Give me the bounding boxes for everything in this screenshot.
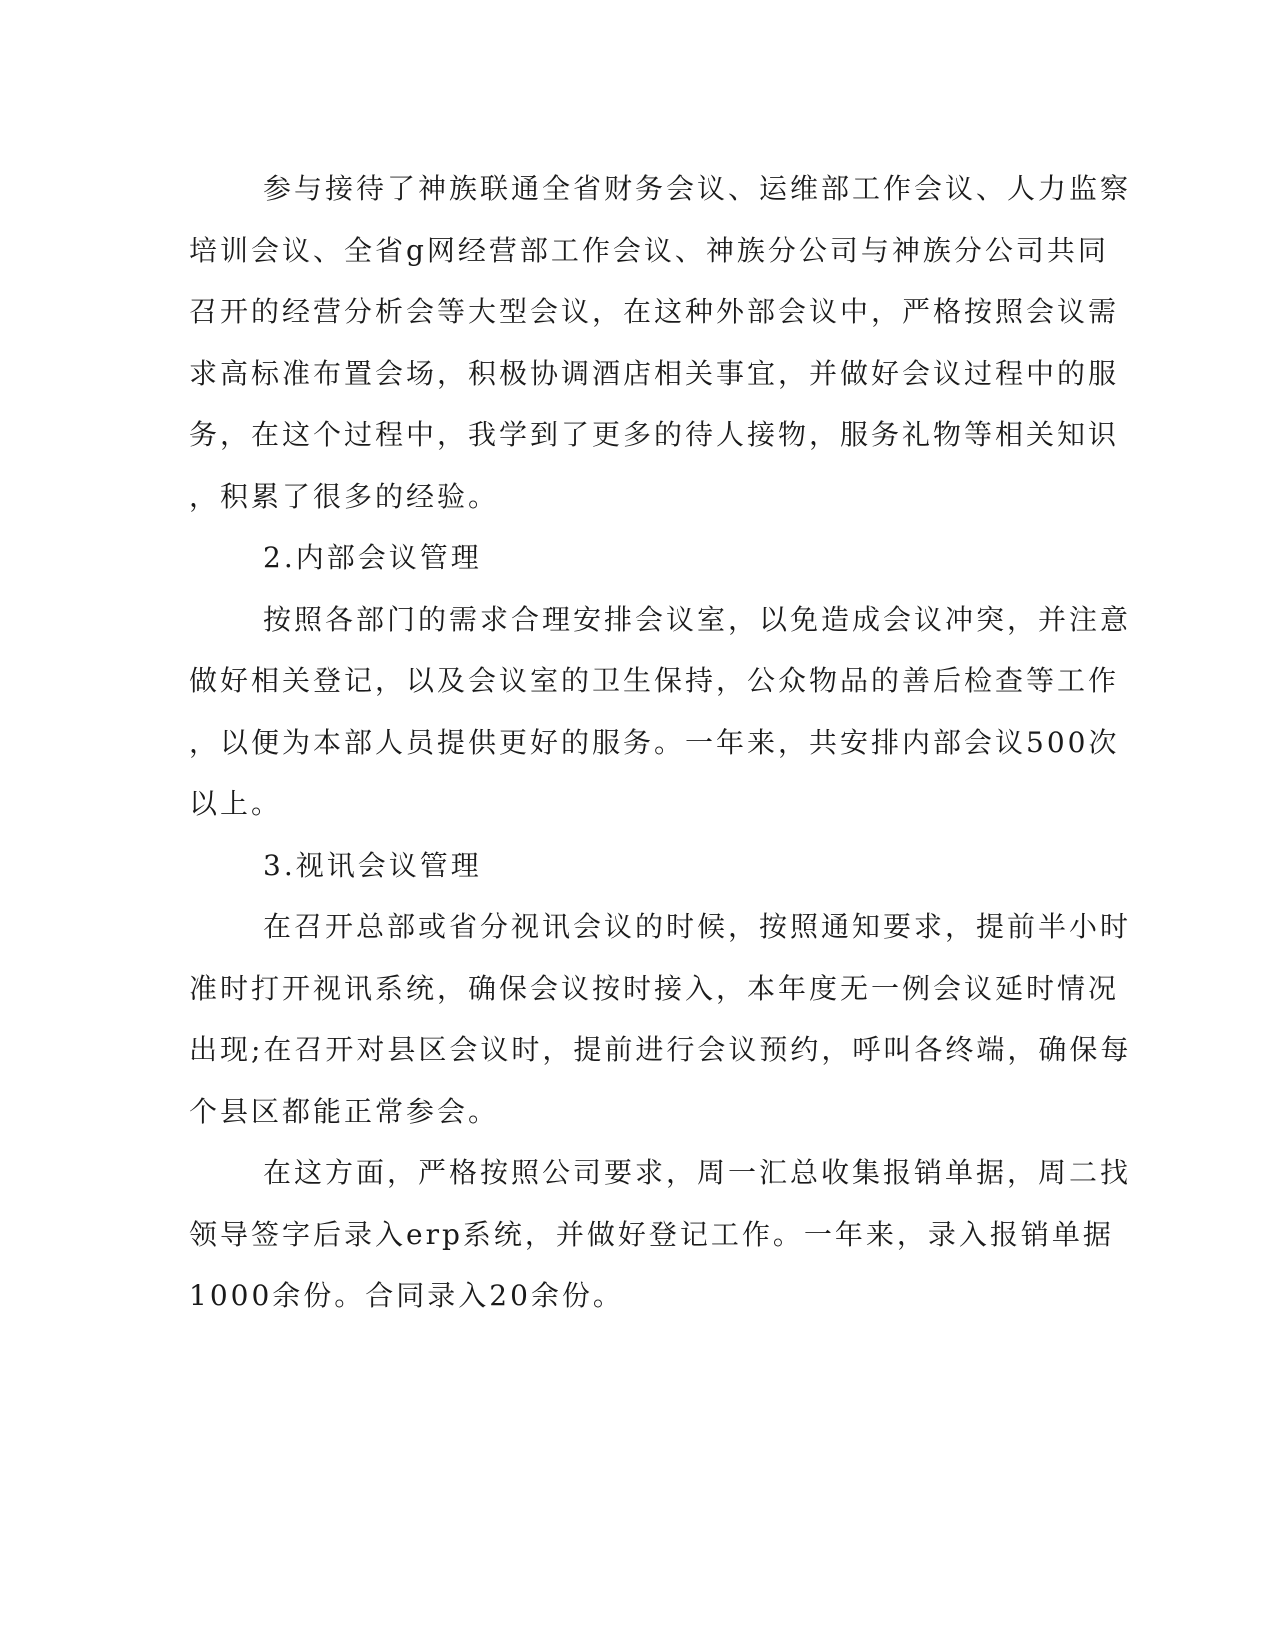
paragraph-line: 做好相关登记，以及会议室的卫生保持，公众物品的善后检查等工作 [189, 664, 1120, 697]
paragraph-line: 1000余份。合同录入20余份。 [189, 1279, 624, 1312]
paragraph-line: 个县区都能正常参会。 [189, 1094, 500, 1128]
paragraph-line: 参与接待了神族联通全省财务会议、运维部工作会议、人力监察 [263, 172, 1132, 205]
section-heading: 3.视讯会议管理 [263, 848, 482, 882]
paragraph-line: 按照各部门的需求合理安排会议室，以免造成会议冲突，并注意 [263, 602, 1132, 636]
paragraph-line: 求高标准布置会场，积极协调酒店相关事宜，并做好会议过程中的服 [189, 356, 1120, 390]
paragraph-line: 务，在这个过程中，我学到了更多的待人接物，服务礼物等相关知识 [189, 418, 1120, 451]
paragraph-line: ，以便为本部人员提供更好的服务。一年来，共安排内部会议500次 [189, 725, 1120, 759]
paragraph-line: 领导签字后录入erp系统，并做好登记工作。一年来，录入报销单据 [189, 1217, 1114, 1251]
paragraph-line: 出现;在召开对县区会议时，提前进行会议预约，呼叫各终端，确保每 [189, 1033, 1132, 1066]
paragraph-line: 以上。 [189, 787, 283, 820]
paragraph-line: 召开的经营分析会等大型会议，在这种外部会议中，严格按照会议需 [189, 295, 1120, 328]
document-body [189, 158, 1132, 1327]
section-heading: 2.内部会议管理 [263, 541, 482, 574]
paragraph-line: 培训会议、全省g网经营部工作会议、神族分公司与神族分公司共同 [189, 233, 1109, 267]
paragraph-line: 准时打开视讯系统，确保会议按时接入，本年度无一例会议延时情况 [189, 971, 1120, 1005]
paragraph-line: 在召开总部或省分视讯会议的时候，按照通知要求，提前半小时 [263, 910, 1132, 943]
paragraph-line: 在这方面，严格按照公司要求，周一汇总收集报销单据，周二找 [263, 1156, 1132, 1189]
paragraph-line: ，积累了很多的经验。 [189, 479, 500, 513]
